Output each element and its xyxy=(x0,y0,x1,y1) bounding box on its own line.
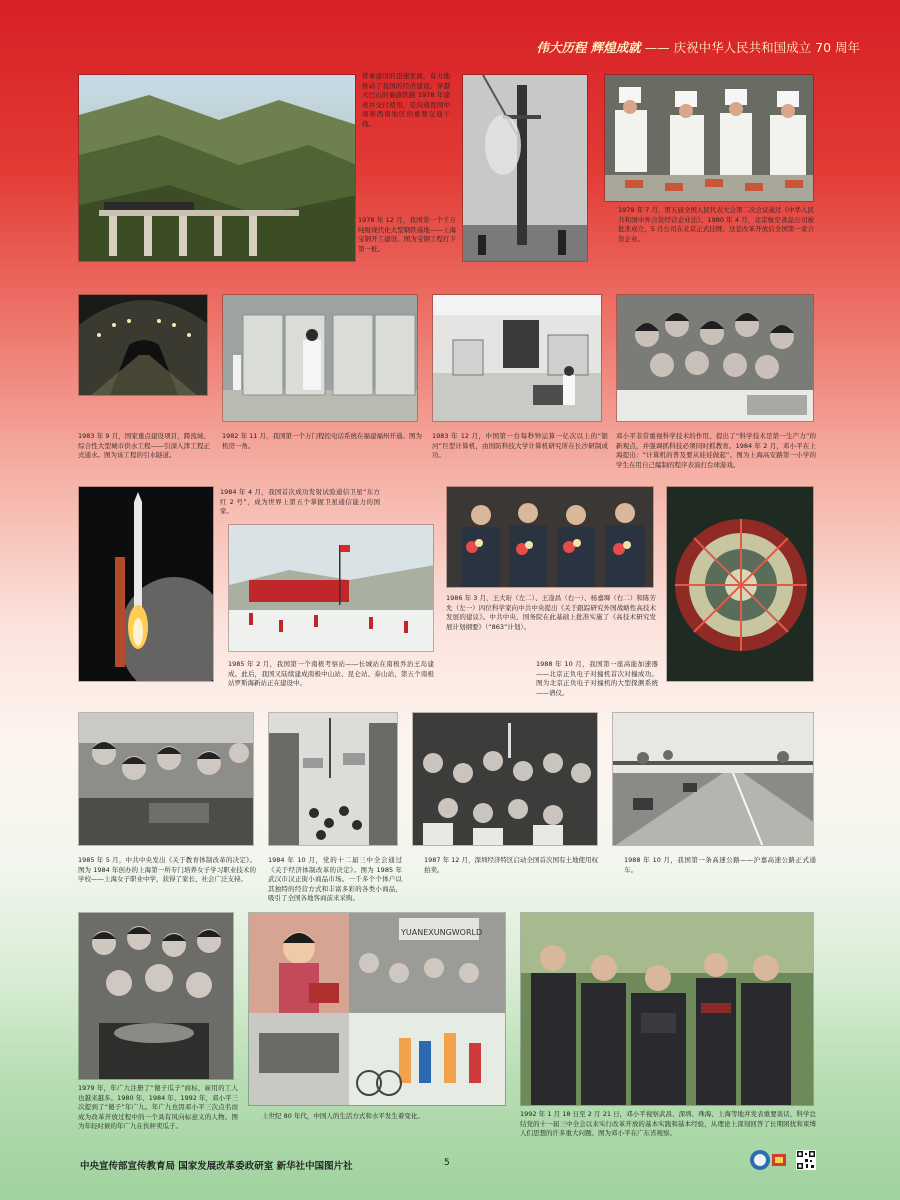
photo-four-scientists xyxy=(446,486,654,588)
caption-kids: 邓小平非常重视科学技术的作用，提出了“科学技术是第一生产力”的新观点，并强调抓科技必须同时抓教育。1984 年 2 月，邓小平在上海提出：“计算机的普及要从娃娃做起”。图为上海高安路第一小学的学生在用自己编制的程序表演打台球游戏。 xyxy=(616,432,816,469)
photo-land-auction xyxy=(412,712,598,846)
photo-vocational-school xyxy=(78,712,254,846)
caption-computer: 1983 年 12 月，中国第一台每秒钟运算一亿次以上的“银河”巨型计算机，由国防科技大学计算机研究所在长沙研制成功。 xyxy=(432,432,608,460)
photo-lifestyle-collage xyxy=(248,912,506,1106)
photo-great-wall-station xyxy=(228,524,434,652)
caption-auction: 1987 年 12 月，深圳经济特区启动全国首次国有土地使用权拍卖。 xyxy=(424,856,599,874)
photo-water-tunnel xyxy=(78,294,208,396)
photo-baosteel-piling xyxy=(462,74,588,262)
caption-lifestyle: 上世纪 80 年代，中国人的生活方式和水平发生着变化。 xyxy=(262,1112,424,1120)
caption-satellite: 1984 年 4 月，我国首次成功发射试验通信卫星“东方红 2 号”，成为世界上第五个掌握卫星通信能力的国家。 xyxy=(220,488,380,516)
caption-telephone: 1982 年 11 月，我国第一个万门程控电话系统在福建福州开通。图为机房一角。 xyxy=(222,432,423,450)
sign-text: YUANEXUNGWORLD xyxy=(401,928,483,937)
caption-railway: 铁事建设的迅速发展，有力地推动了我国的经济建设。穿越大巴山的襄渝铁路 1978 年建成并交付使用，是沟通我国中南和西南地区的重要交通干线。 xyxy=(362,72,450,128)
footer-organizations: 中央宣传部宣传教育局 国家发展改革委政研室 新华社中国图片社 xyxy=(80,1161,353,1172)
caption-collider: 1988 年 10 月，我国第一座高能加速器——北京正负电子对撞机首次对撞成功。图为北京正负电子对撞机的大型探测系统——谱仪。 xyxy=(536,660,658,697)
photo-school-children xyxy=(616,294,814,422)
photo-airline-chefs xyxy=(604,74,814,202)
caption-market: 1984 年 10 月，党的十二届三中全会通过《关于经济体制改革的决定》。图为 1985 年武汉市汉正街小商品市场。一千多个个体户以其独特的经营方式和丰富多彩的各类小商品，吸引了全国各地客商前来采购。 xyxy=(268,856,402,903)
qr-code-icon xyxy=(796,1150,816,1170)
photo-southern-tour xyxy=(520,912,814,1106)
caption-tunnel: 1983 年 9 月，国家重点建设项目，跨流域、综合性大型城市供水工程——引滦入津工程正式通水。图为该工程的引水隧道。 xyxy=(78,432,210,460)
caption-baosteel: 1978 年 12 月，我国第一个千万吨级现代化大型钢铁基地——上海宝钢开工建设。图为宝钢工程打下第一桩。 xyxy=(358,216,456,253)
publisher-logo-icon xyxy=(748,1148,788,1172)
photo-railway-viaduct xyxy=(78,74,356,262)
caption-antarctic: 1985 年 2 月，我国第一个南极考察站——长城站在南极乔治王岛建成。此后，我国又陆续建成南极中山站、昆仑站、泰山站，第五个南极站罗斯海新站正在建设中。 xyxy=(228,660,434,688)
photo-expressway xyxy=(612,712,814,846)
photo-hanzheng-market xyxy=(268,712,398,846)
caption-sunflower: 1979 年，年广九注册了“傻子瓜子”商标，雇用的工人也越来越多。1980 年、1984 年、1992 年，邓小平三次提到了“傻子”年广九。年广九也因邓小平三次点名而成为改革开放过程中的一个具有风向标意义的人物。图为年轻时候的年广九在伙秤卖瓜子。 xyxy=(78,1084,238,1131)
caption-southern-tour: 1992 年 1 月 18 日至 2 月 21 日，邓小平视察武昌、深圳、珠海、上海等地并发表重要谈话，科学总结党的十一届三中全会以来实行改革开放的基本实践和基本经验，从理论上深刻回答了长期困扰和束缚人们思想的许多重大问题。图为邓小平在广东省视察。 xyxy=(520,1110,816,1138)
caption-scientists: 1986 年 3 月，王大珩（左二）、王淦昌（右一）、杨嘉墀（右二）和陈芳允（左一）四位科学家向中共中央提出《关于跟踪研究外国战略性高技术发展的建议》。中共中央、国务院在此基础上批准实施了《高技术研究发展计划纲要》（“863”计划）。 xyxy=(446,594,656,631)
caption-expressway: 1988 年 10 月，我国第一条高速公路——沪嘉高速公路正式通车。 xyxy=(624,856,816,874)
page-header xyxy=(536,38,860,56)
caption-education: 1985 年 5 月，中共中央发出《关于教育体制改革的决定》。图为 1984 年创办的上海第一所专门培养女子学习职业技术的学校——上海女子职业中学，获得了家长、社会广泛支持。 xyxy=(78,856,256,884)
header-title-rest: —— 庆祝中华人民共和国成立 70 周年 xyxy=(644,40,860,55)
caption-chefs: 1979 年 7 月，第五届全国人民代表大会第二次会议通过《中华人民共和国中外合资经营企业法》。1980 年 4 月，北京航空食品公司被批准成立，5 月公司在北京正式挂牌。这是改革开放后全国第一家合资企业。 xyxy=(618,206,814,243)
photo-satellite-launch xyxy=(78,486,214,682)
photo-collider-detector xyxy=(666,486,814,682)
photo-telephone-exchange xyxy=(222,294,418,422)
photo-sunflower-seeds xyxy=(78,912,234,1080)
photo-yinhe-computer xyxy=(432,294,602,422)
header-title-strong: 伟大历程 辉煌成就 xyxy=(536,40,641,55)
page-number: 5 xyxy=(444,1158,450,1168)
